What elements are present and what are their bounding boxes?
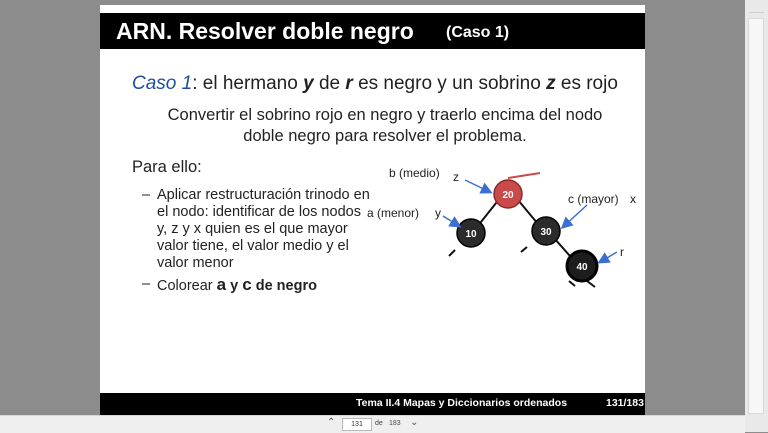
- arrow-r: [600, 252, 617, 262]
- label-c-mayor: c (mayor): [568, 192, 619, 206]
- explanation-line-2: doble negro para resolver el problema.: [243, 127, 527, 145]
- label-y: y: [435, 206, 441, 220]
- arrow-z: [465, 180, 490, 192]
- label-a-menor: a (menor): [367, 206, 420, 220]
- tree-diagram: [365, 160, 645, 300]
- case-var-z: z: [546, 73, 556, 94]
- leaf-stub-10: [449, 250, 455, 256]
- leaf-stub-30: [521, 247, 527, 252]
- page-de-label: de: [375, 420, 383, 427]
- bullet-color-c: c: [242, 275, 252, 294]
- slide-page: [100, 5, 645, 415]
- slide-title-sub: (Caso 1): [446, 24, 510, 41]
- label-r: r: [620, 245, 624, 259]
- page-up-icon[interactable]: ⌃: [327, 417, 336, 428]
- label-b-medio: b (medio): [389, 166, 440, 180]
- footer-page-number: 131/183: [606, 397, 644, 409]
- node-40-label: 40: [576, 262, 588, 273]
- page-total: 183: [389, 420, 401, 427]
- case-var-r: r: [345, 73, 353, 94]
- bullet-color-pre: Colorear: [157, 278, 217, 294]
- label-x: x: [630, 192, 636, 206]
- leaf-stub-40: [569, 281, 575, 286]
- bullet-color-y: y: [226, 278, 243, 294]
- bullet-color-a: a: [216, 275, 227, 294]
- arrow-x: [563, 205, 587, 227]
- para-label: Para ello:: [132, 158, 202, 176]
- arrow-y: [443, 216, 459, 226]
- node-10-label: 10: [465, 229, 477, 240]
- bullet-dash: –: [142, 187, 151, 203]
- case-line: [132, 73, 618, 95]
- page-number-input[interactable]: [342, 418, 372, 431]
- slide-title: ARN. Resolver doble negro: [116, 18, 414, 44]
- right-panel: [745, 0, 768, 432]
- leaf-stub-40b: [587, 281, 595, 287]
- case-var-y: y: [303, 73, 314, 94]
- footer-title: Tema II.4 Mapas y Diccionarios ordenados: [356, 397, 568, 409]
- bullet-color-post: de negro: [251, 278, 317, 294]
- bullet-dash: –: [142, 276, 151, 292]
- title-bar: [100, 13, 645, 49]
- case-text-3: es negro y un sobrino: [352, 73, 547, 94]
- label-z: z: [453, 170, 459, 184]
- parent-link-stub: [508, 173, 540, 178]
- case-label: Caso 1: [132, 73, 193, 94]
- vertical-scrollbar[interactable]: [748, 18, 764, 414]
- explanation-line-1: Convertir el sobrino rojo en negro y traerlo encima del nodo: [167, 106, 603, 124]
- case-text-1: : el hermano: [192, 73, 304, 94]
- explanation: [140, 105, 630, 147]
- page-down-icon[interactable]: ⌄: [410, 417, 419, 428]
- bullet-color-text: [157, 276, 372, 295]
- node-30-label: 30: [540, 227, 552, 238]
- node-20-label: 20: [502, 190, 514, 201]
- page-navigation-bar: [0, 415, 745, 433]
- slide-footer: [100, 393, 645, 415]
- window-button[interactable]: [749, 2, 764, 13]
- case-text-4: es rojo: [555, 73, 618, 94]
- bullet-restructure-text: Aplicar restructuración trinodo en el nodo: identificar de los nodos y, z y x quien es el que mayor valor tiene, el valor medio y el valor menor: [157, 187, 370, 271]
- case-text-2: de: [313, 73, 346, 94]
